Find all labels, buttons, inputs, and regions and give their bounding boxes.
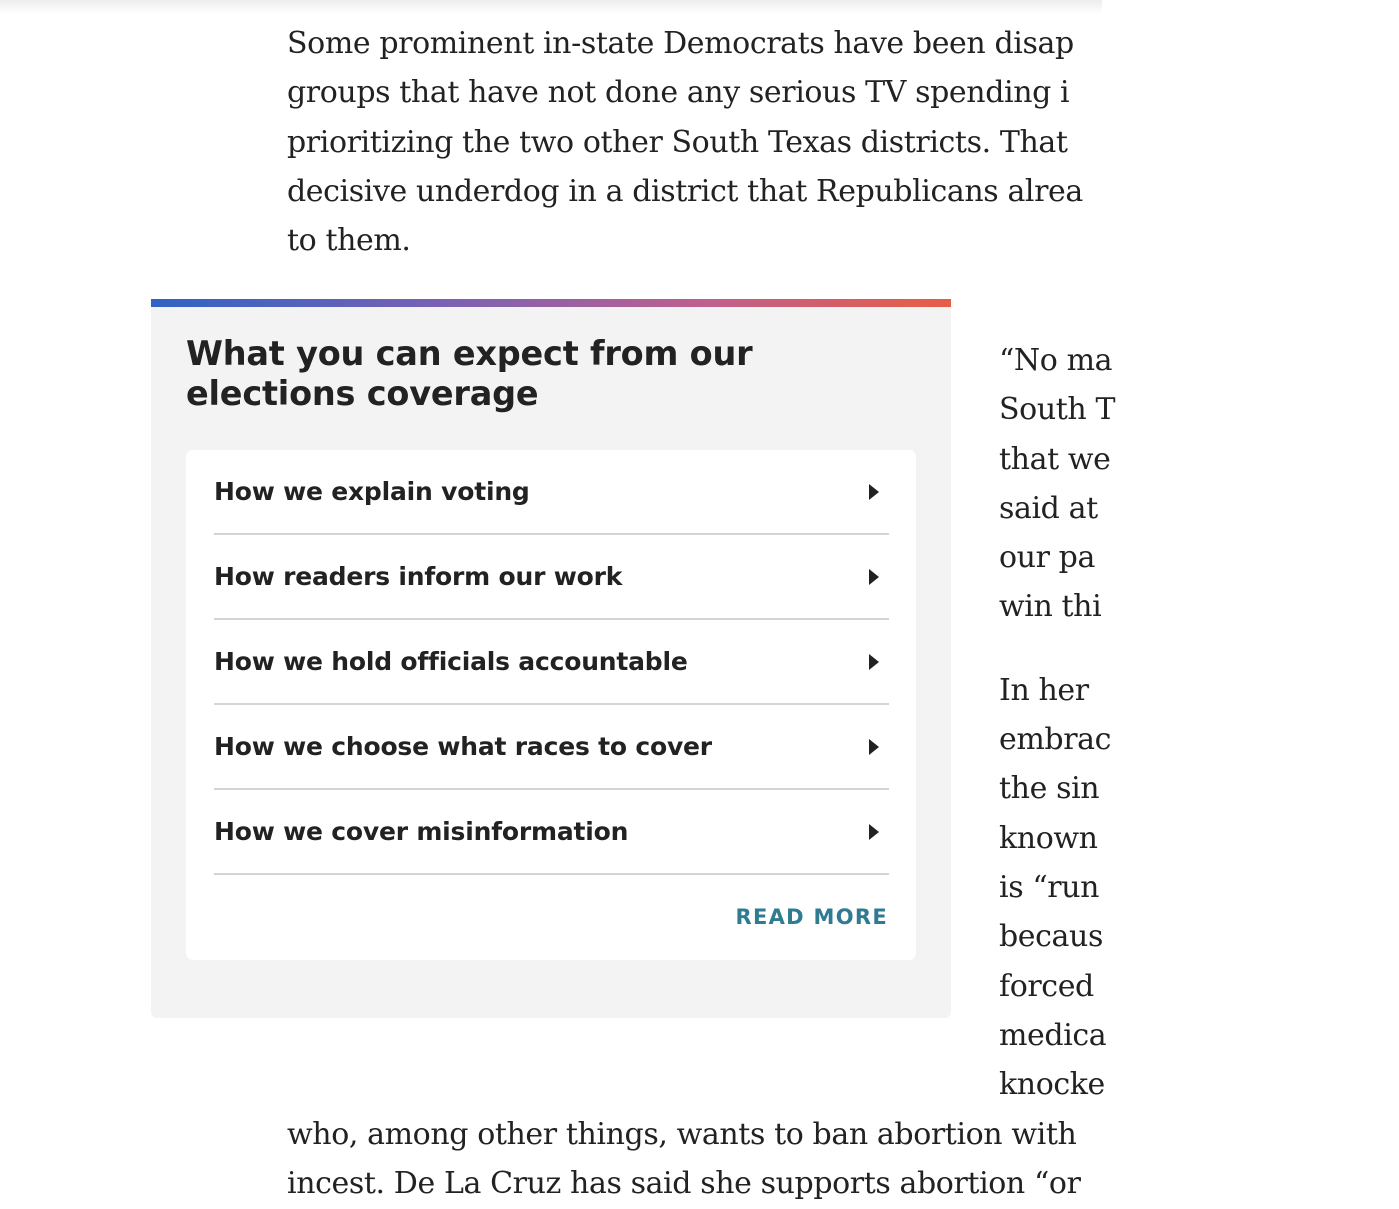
article-line: medica [999,1017,1107,1053]
article-paragraph-bottom [287,1110,1187,1209]
guide-list [186,450,916,875]
article-line: prioritizing the two other South Texas districts. That [287,124,1068,160]
article-line: the sin [999,771,1100,807]
article-line: is “run [999,869,1100,905]
article-line: South T [999,392,1116,428]
article-line: to them. [287,223,411,259]
caret-right-icon [869,824,879,840]
guide-item-hold-officials[interactable] [214,620,889,705]
article-line: win thi [999,589,1102,625]
guide-item-explain-voting[interactable] [214,450,889,535]
guide-item-choose-races[interactable] [214,705,889,790]
gradient-bar [151,299,951,307]
guide-item-label: How readers inform our work [214,562,623,591]
article-line: becaus [999,919,1103,955]
article-line: incest. De La Cruz has said she supports abortion “or [287,1166,1081,1202]
top-shadow [0,0,1102,14]
caret-right-icon [869,739,879,755]
caret-right-icon [869,484,879,500]
article-line: knocke [999,1067,1105,1103]
article-line: embrac [999,722,1112,758]
article-line: who, among other things, wants to ban abortion with [287,1117,1077,1152]
guide-item-label: How we choose what races to cover [214,732,712,761]
article-paragraph-top [287,19,1187,265]
article-line: known [999,820,1098,856]
guide-title: What you can expect from our elections coverage [186,334,753,413]
guide-item-label: How we explain voting [214,477,530,506]
guide-item-misinformation[interactable] [214,790,889,875]
article-line: “No ma [999,343,1113,378]
guide-item-readers-inform[interactable] [214,535,889,620]
article-line: Some prominent in-state Democrats have been disap [287,26,1074,61]
article-line: In her [999,672,1089,708]
elections-coverage-box [151,299,951,1018]
article-line: our pa [999,540,1095,576]
read-more-link[interactable]: READ MORE [735,905,888,929]
caret-right-icon [869,654,879,670]
article-line: groups that have not done any serious TV spending i [287,75,1070,111]
guide-item-label: How we cover misinformation [214,817,629,846]
guide-item-label: How we hold officials accountable [214,647,688,676]
article-right-column [999,336,1399,1109]
article-paragraph [999,336,1399,632]
article-line: that we [999,441,1111,477]
article-line: said at [999,490,1098,526]
article-line: forced [999,968,1094,1004]
guide-card [186,450,916,960]
article-line: decisive underdog in a district that Republicans alrea [287,173,1083,209]
caret-right-icon [869,569,879,585]
article-paragraph [999,666,1399,1110]
